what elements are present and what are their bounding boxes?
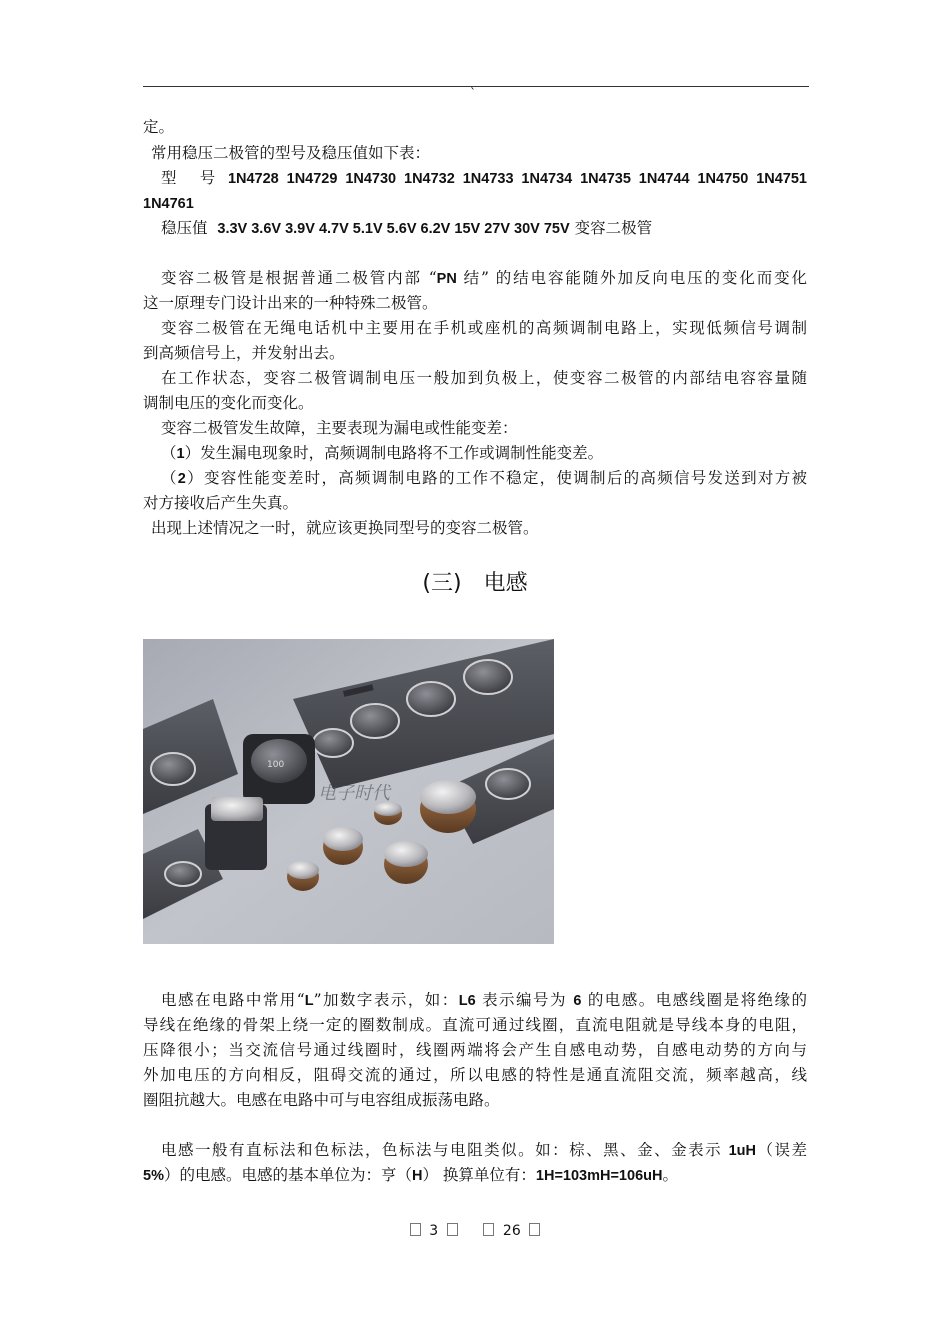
model-row [161,168,807,189]
text-bold: PN [436,271,457,287]
text-bold: H [411,1168,423,1184]
list-item: （1）发生漏电现象时，高频调制电路将不工作或调制性能变差。 [161,444,604,462]
page-box-icon [447,1223,458,1236]
text-line: 导线在绝缘的骨架上绕一定的圈数制成。直流可通过线圈，直流电阻就是导线本身的电阻， [143,1016,807,1034]
page-box-icon [529,1223,540,1236]
text-line: 变容二极管在无绳电话机中主要用在手机或座机的高频调制电路上，实现低频信号调制 [161,319,807,337]
text-line: 到高频信号上，并发射出去。 [143,344,345,362]
text-inline: 表示编号为 [475,991,574,1009]
list-item: （2）变容性能变差时，高频调制电路的工作不稳定，使调制后的高频信号发送到对方被 [161,469,807,487]
text-line: 压降很小；当交流信号通过线圈时，线圈两端将会产生自感电动势，自感电动势的方向与 [143,1041,807,1059]
inductor-marking: 100 [267,760,285,770]
text-bold: L [304,993,314,1009]
text-inline: ”加数字表示，如： [313,991,459,1009]
text-inline: 的电感。电感线圈是将绝缘的 [581,991,807,1009]
page-number: 3 [429,1223,439,1239]
header-mark: ` [470,86,476,100]
text-inline: 结” 的结电容能随外加反向电压的变化而变化 [456,269,807,287]
text-line: 定。 [143,118,175,136]
text-line: 在工作状态，变容二极管调制电压一般加到负极上，使变容二极管的内部结电容容量随 [161,369,807,387]
text-inline: ） 换算单位有： [422,1166,536,1184]
text-line: 出现上述情况之一时，就应该更换同型号的变容二极管。 [151,519,539,537]
text-line [143,193,194,214]
text-bold: 1H=103mH=106uH [535,1168,663,1184]
text-line [161,1140,807,1161]
voltage-label: 稳压值 [161,219,208,237]
text-line: 圈阻抗越大。电感在电路中可与电容组成振荡电路。 [143,1091,500,1109]
text-line: 变容二极管发生故障，主要表现为漏电或性能变差： [161,419,518,437]
text-inline: 电感一般有直标法和色标法，色标法与电阻类似。如：棕、黑、金、金表示 [161,1141,729,1159]
text-line [143,1165,678,1186]
page-box-icon [410,1223,421,1236]
text-bold: 6 [573,993,582,1009]
page-footer [0,1223,950,1239]
text-line [161,990,807,1011]
text-line: 这一原理专门设计出来的一种特殊二极管。 [143,294,438,312]
text-inline: 电感在电路中常用“ [161,991,305,1009]
voltage-row [161,218,652,239]
text-inline: ）的电感。电感的基本单位为：亨（ [163,1166,412,1184]
text-inline: 变容二极管 [574,219,653,237]
photo-watermark: 电子时代 [318,783,390,804]
page-box-icon [483,1223,494,1236]
model-list-cont: 1N4761 [143,196,194,212]
text-inline: 变容二极管是根据普通二极管内部 “ [161,269,437,287]
section-title: (三) 电感 [422,571,528,596]
text-inline: 。 [662,1166,678,1184]
text-bold: L6 [458,993,476,1009]
voltage-list: 3.3V 3.6V 3.9V 4.7V 5.1V 5.6V 6.2V 15V 27V 30V 75V [217,221,570,237]
list-number: 2 [177,471,186,487]
header-rule [143,86,809,87]
list-number: 1 [176,446,185,462]
page-total: 26 [502,1223,521,1239]
text-inline: ）变容性能变差时，高频调制电路的工作不稳定，使调制后的高频信号发送到对方被 [185,469,807,487]
text-line: 常用稳压二极管的型号及稳压值如下表： [151,144,431,162]
text-line: 外加电压的方向相反，阻碍交流的通过，所以电感的特性是通直流阻交流，频率越高，线 [143,1066,807,1084]
text-bold: 5% [143,1168,164,1184]
text-inline: （误差 [755,1141,807,1159]
model-label: 型 号 [161,169,220,187]
text-line: 调制电压的变化而变化。 [143,394,314,412]
text-line [161,268,807,289]
inductor-photo [143,639,554,944]
text-bold: 1uH [728,1143,756,1159]
text-line: 对方接收后产生失真。 [143,494,299,512]
model-list: 1N4728 1N4729 1N4730 1N4732 1N4733 1N4734 1N4735 1N4744 1N4750 1N4751 [227,171,807,187]
text-inline: ）发生漏电现象时，高频调制电路将不工作或调制性能变差。 [184,444,604,462]
